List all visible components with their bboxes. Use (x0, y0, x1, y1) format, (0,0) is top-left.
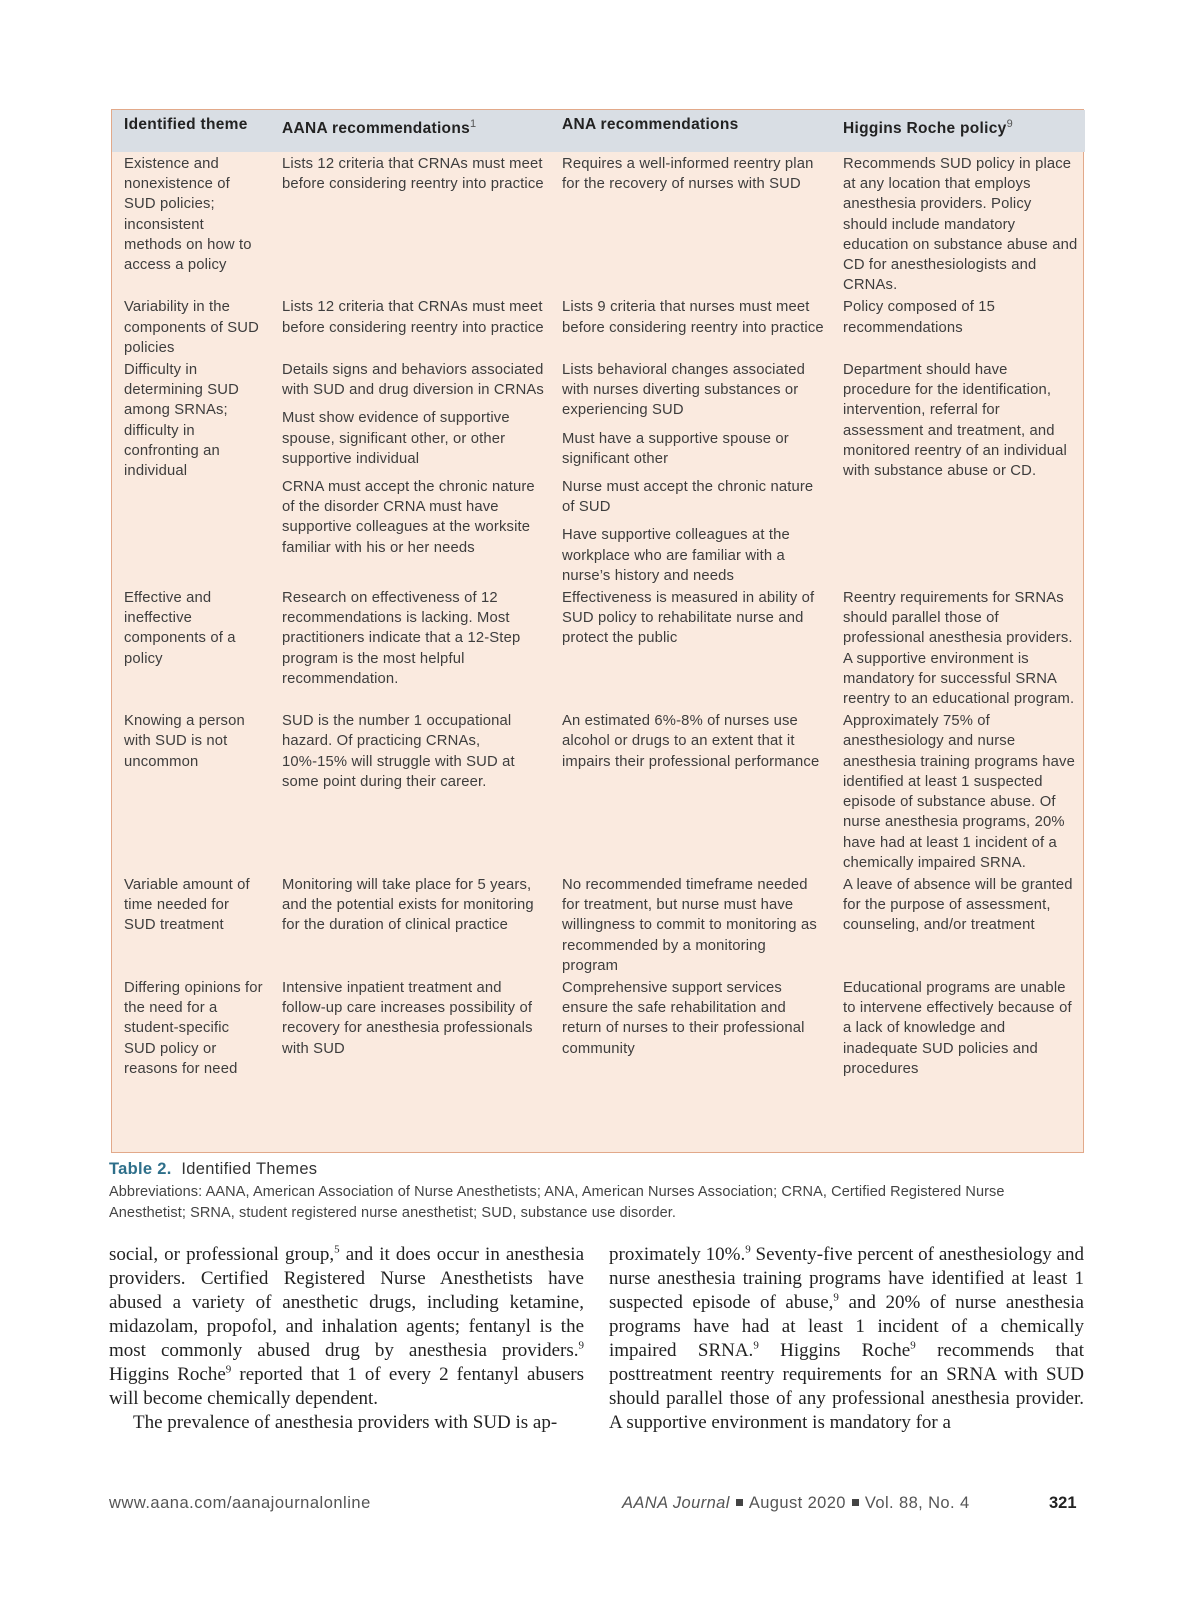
cell-higgins (831, 586, 1085, 709)
cell-aana (270, 586, 550, 709)
cell-paragraph: Intensive inpatient treatment and follow-up care increases possibility of recovery for anesthesia professionals with SUD (282, 979, 533, 1057)
cell-paragraph: Comprehensive support services ensure the safe rehabilitation and return of nurses to their professional community (562, 979, 805, 1057)
cell-paragraph: Monitoring will take place for 5 years, and the potential exists for monitoring for the duration of clinical practice (282, 876, 534, 934)
table-row (112, 358, 1085, 586)
cell-aana (270, 358, 550, 586)
cell-paragraph: Have supportive colleagues at the workplace who are familiar with a nurse’s history and needs (562, 527, 790, 584)
table-abbreviations: Abbreviations: AANA, American Association of Nurse Anesthetists; ANA, American Nurses Association; CRNA, Certified Registered Nurse Anesthetist; SRNA, student registered nurse anesthetist; SUD, substance use disorder. (109, 1184, 1005, 1221)
table-label: Table 2. (109, 1160, 172, 1178)
cell-paragraph: Lists 12 criteria that CRNAs must meet before considering reentry into practice (282, 156, 544, 193)
cell-paragraph: Approximately 75% of anesthesiology and nurse anesthesia training programs have identified at least 1 suspected episode of substance abuse. Of nurse anesthesia programs, 20% have had at least 1 incident of a chemically impaired SRNA. (843, 713, 1075, 871)
cell-higgins (831, 976, 1085, 1079)
cell-paragraph: SUD is the number 1 occupational hazard. Of practicing CRNAs, 10%-15% will struggle with SUD at some point during their career. (282, 713, 515, 790)
footer-journal-info (622, 1494, 970, 1513)
cell-ana (550, 873, 831, 976)
header-higgins-ref: 9 (1006, 118, 1014, 130)
table-title: Identified Themes (181, 1160, 318, 1178)
cell-ana (550, 358, 831, 586)
table-row (112, 873, 1085, 976)
body-paragraph: proximately 10%.$^9$ Seventy-five percent of anesthesiology and nurse anesthesia training programs have identified at least 1 suspected episode of abuse,$^9$ and 20% of nurse anesthesia programs have had at least 1 incident of a chemically impaired SRNA.$^9$ Higgins Roche$^9$ recommends that posttreatment reentry requirements for an SRNA with SUD should parallel those of any professional anesthesia provider. A supportive environment is mandatory for a (609, 1243, 1085, 1433)
cell-higgins (831, 152, 1085, 295)
table-row (112, 976, 1085, 1079)
footer-journal-name: AANA Journal (622, 1494, 730, 1512)
cell-ana (550, 709, 831, 873)
header-theme: Identified theme (112, 110, 270, 152)
header-aana-ref: 1 (470, 118, 477, 130)
cell-aana (270, 976, 550, 1079)
body-column-left (109, 1243, 584, 1435)
cell-aana (270, 152, 550, 295)
header-ana: ANA recommendations (550, 110, 831, 152)
cell-aana (270, 873, 550, 976)
cell-theme: Existence and nonexistence of SUD policies; inconsistent methods on how to access a policy (124, 156, 252, 274)
body-column-right (609, 1243, 1084, 1435)
cell-paragraph: A leave of absence will be granted for the purpose of assessment, counseling, and/or treatment (843, 876, 1073, 934)
cell-higgins (831, 873, 1085, 976)
cell-higgins (831, 709, 1085, 873)
cell-paragraph: Details signs and behaviors associated with SUD and drug diversion in CRNAs (282, 362, 544, 399)
cell-paragraph: No recommended timeframe needed for treatment, but nurse must have willingness to commit to monitoring as recommended by a monitoring program (562, 876, 817, 974)
cell-paragraph: Requires a well-informed reentry plan for the recovery of nurses with SUD (562, 156, 814, 193)
themes-table (111, 109, 1084, 1153)
header-aana: AANA recommendations$^1$ (270, 110, 550, 152)
cell-paragraph: Lists 12 criteria that CRNAs must meet before considering reentry into practice (282, 299, 544, 336)
cell-aana (270, 295, 550, 358)
table-row (112, 295, 1085, 358)
cell-paragraph: Policy composed of 15 recommendations (843, 299, 996, 336)
table-row (112, 152, 1085, 295)
cell-paragraph: Nurse must accept the chronic nature of SUD (562, 479, 814, 516)
cell-theme: Differing opinions for the need for a student-specific SUD policy or reasons for need (124, 979, 263, 1077)
body-paragraph: The prevalence of anesthesia providers with SUD is ap- (133, 1412, 558, 1433)
header-higgins: Higgins Roche policy$^9$ (831, 110, 1085, 152)
cell-paragraph: An estimated 6%-8% of nurses use alcohol or drugs to an extent that it impairs their professional performance (562, 713, 820, 770)
cell-paragraph: Educational programs are unable to intervene effectively because of a lack of knowledge and inadequate SUD policies and procedures (843, 979, 1072, 1077)
cell-paragraph: Effectiveness is measured in ability of SUD policy to rehabilitate nurse and protect the public (562, 590, 815, 647)
cell-theme: Variable amount of time needed for SUD treatment (124, 876, 250, 934)
body-paragraph: social, or professional group,$^5$ and it does occur in anesthesia providers. Certified Registered Nurse Anesthetists have abused a variety of anesthetic drugs, including ketamine, midazolam, propofol, and inhalation agents; fentanyl is the most commonly abused drug by anesthesia providers.$^9$ Higgins Roche$^9$ reported that 1 of every 2 fentanyl abusers will become chemically dependent. (109, 1243, 584, 1409)
cell-paragraph: Lists 9 criteria that nurses must meet before considering reentry into practice (562, 299, 824, 336)
table-row (112, 586, 1085, 709)
cell-paragraph: Research on effectiveness of 12 recommendations is lacking. Most practitioners indicate that a 12-Step program is the most helpful recommendation. (282, 590, 521, 687)
cell-theme: Effective and ineffective components of a policy (124, 590, 236, 667)
cell-paragraph: Must show evidence of supportive spouse, significant other, or other supportive individual (282, 410, 510, 467)
cell-theme: Variability in the components of SUD policies (124, 299, 259, 356)
table-caption (109, 1160, 317, 1179)
cell-paragraph: Must have a supportive spouse or significant other (562, 430, 789, 467)
footer-date: August 2020 (748, 1494, 846, 1512)
cell-ana (550, 586, 831, 709)
cell-paragraph: CRNA must accept the chronic nature of the disorder CRNA must have supportive colleagues at the worksite familiar with his or her needs (282, 479, 535, 556)
cell-ana (550, 152, 831, 295)
cell-ana (550, 976, 831, 1079)
page-number: 321 (1049, 1494, 1077, 1512)
separator-square-icon (736, 1499, 743, 1506)
cell-higgins (831, 295, 1085, 358)
cell-aana (270, 709, 550, 873)
cell-paragraph: Lists behavioral changes associated with nurses diverting substances or experiencing SUD (562, 362, 805, 419)
table-header-row (112, 110, 1085, 152)
cell-paragraph: Recommends SUD policy in place at any location that employs anesthesia providers. Policy should include mandatory education on substance abuse and CD for anesthesiologists and CRNAs. (843, 156, 1078, 294)
cell-higgins (831, 358, 1085, 586)
footer-volume: Vol. 88, No. 4 (864, 1494, 970, 1512)
cell-theme: Difficulty in determining SUD among SRNAs; difficulty in confronting an individual (124, 362, 239, 480)
cell-paragraph: Reentry requirements for SRNAs should parallel those of professional anesthesia providers. A supportive environment is mandatory for successful SRNA reentry to an educational program. (843, 590, 1075, 708)
cell-paragraph: Department should have procedure for the identification, intervention, referral for assessment and treatment, and monitored reentry of an individual with substance abuse or CD. (843, 362, 1067, 480)
separator-square-icon (852, 1499, 859, 1506)
footer-url: www.aana.com/aanajournalonline (109, 1494, 371, 1512)
table-row (112, 709, 1085, 873)
table-grid (112, 110, 1085, 1079)
cell-theme: Knowing a person with SUD is not uncommon (124, 713, 245, 770)
cell-ana (550, 295, 831, 358)
